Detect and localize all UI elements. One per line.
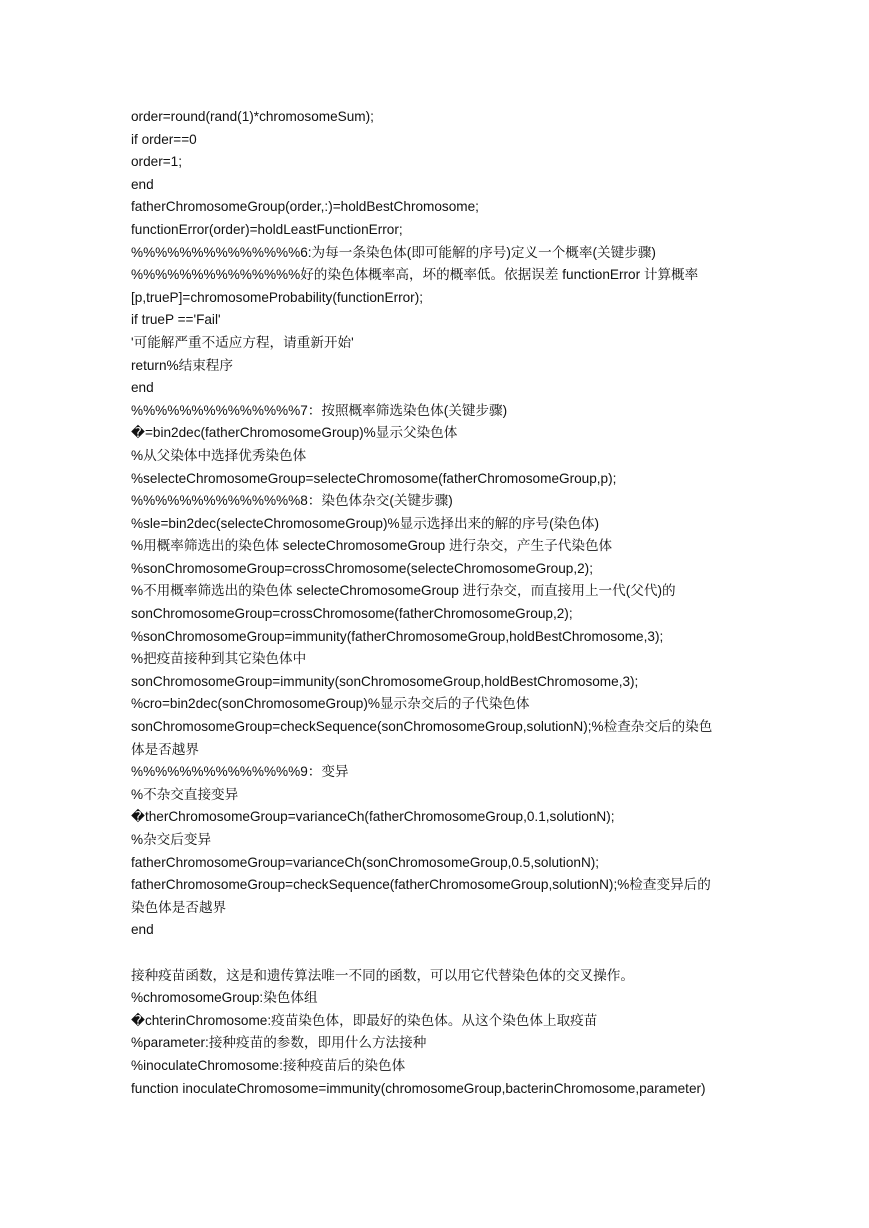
code-line: %parameter:接种疫苗的参数，即用什么方法接种 bbox=[131, 1035, 427, 1051]
code-line: %selecteChromosomeGroup=selecteChromosome(fatherChromosomeGroup,p); bbox=[131, 470, 617, 486]
code-line: sonChromosomeGroup=immunity(sonChromosomeGroup,holdBestChromosome,3); bbox=[131, 673, 639, 689]
code-line: %%%%%%%%%%%%%%好的染色体概率高，坏的概率低。依据误差 functionError 计算概率 bbox=[131, 267, 699, 283]
code-line: 体是否越界 bbox=[131, 741, 199, 757]
code-line: '可能解严重不适应方程，请重新开始' bbox=[131, 334, 354, 350]
description-line: 接种疫苗函数，这是和遗传算法唯一不同的函数，可以用它代替染色体的交叉操作。 bbox=[131, 967, 634, 983]
code-line: 染色体是否越界 bbox=[131, 899, 227, 915]
code-line: %%%%%%%%%%%%%%7：按照概率筛选染色体(关键步骤) bbox=[131, 402, 508, 418]
code-line: sonChromosomeGroup=checkSequence(sonChromosomeGroup,solutionN);%检查杂交后的染色 bbox=[131, 719, 713, 735]
code-line: %不杂交直接变异 bbox=[131, 786, 239, 802]
code-block-1 bbox=[131, 106, 743, 942]
code-line: �therChromosomeGroup=varianceCh(fatherChromosomeGroup,0.1,solutionN); bbox=[131, 809, 615, 825]
code-line: %%%%%%%%%%%%%%8：染色体杂交(关键步骤) bbox=[131, 493, 453, 509]
code-line: %杂交后变异 bbox=[131, 832, 212, 847]
code-line: fatherChromosomeGroup(order,:)=holdBestChromosome; bbox=[131, 199, 479, 215]
code-block-2 bbox=[131, 965, 743, 1101]
code-line: �=bin2dec(fatherChromosomeGroup)%显示父染色体 bbox=[131, 425, 458, 441]
code-line: %inoculateChromosome:接种疫苗后的染色体 bbox=[131, 1057, 406, 1073]
code-line: return%结束程序 bbox=[131, 357, 233, 373]
code-line: [p,trueP]=chromosomeProbability(functionError); bbox=[131, 289, 424, 305]
document-text bbox=[131, 106, 743, 1100]
code-line: %用概率筛选出的染色体 selecteChromosomeGroup 进行杂交，产生子代染色体 bbox=[131, 538, 613, 554]
code-line: %chromosomeGroup:染色体组 bbox=[131, 990, 318, 1006]
code-line: functionError(order)=holdLeastFunctionError; bbox=[131, 221, 403, 237]
paragraph-spacer bbox=[131, 942, 743, 965]
code-line: %把疫苗接种到其它染色体中 bbox=[131, 651, 307, 667]
code-line: if trueP =='Fail' bbox=[131, 312, 221, 328]
code-line: fatherChromosomeGroup=checkSequence(fatherChromosomeGroup,solutionN);%检查变异后的 bbox=[131, 877, 711, 893]
function-signature-line: function inoculateChromosome=immunity(chromosomeGroup,bacterinChromosome,parameter) bbox=[131, 1080, 706, 1096]
code-line: %sle=bin2dec(selecteChromosomeGroup)%显示选择出来的解的序号(染色体) bbox=[131, 515, 599, 531]
code-line: end bbox=[131, 380, 154, 396]
code-line: %sonChromosomeGroup=immunity(fatherChromosomeGroup,holdBestChromosome,3); bbox=[131, 628, 664, 644]
code-line: %%%%%%%%%%%%%%9：变异 bbox=[131, 764, 349, 780]
code-line: end bbox=[131, 176, 154, 192]
code-line: %从父染体中选择优秀染色体 bbox=[131, 447, 307, 463]
code-line: sonChromosomeGroup=crossChromosome(fatherChromosomeGroup,2); bbox=[131, 606, 573, 622]
code-line: if order==0 bbox=[131, 131, 197, 147]
code-line: %cro=bin2dec(sonChromosomeGroup)%显示杂交后的子代染色体 bbox=[131, 696, 530, 712]
code-line: end bbox=[131, 922, 154, 938]
code-line: order=round(rand(1)*chromosomeSum); bbox=[131, 109, 374, 124]
code-line: %%%%%%%%%%%%%%6:为每一条染色体(即可能解的序号)定义一个概率(关键步骤) bbox=[131, 244, 656, 260]
code-line: %sonChromosomeGroup=crossChromosome(selecteChromosomeGroup,2); bbox=[131, 560, 593, 576]
code-line: �chterinChromosome:疫苗染色体，即最好的染色体。从这个染色体上取疫苗 bbox=[131, 1012, 598, 1028]
code-line: fatherChromosomeGroup=varianceCh(sonChromosomeGroup,0.5,solutionN); bbox=[131, 854, 600, 870]
code-line: order=1; bbox=[131, 154, 183, 170]
code-line: %不用概率筛选出的染色体 selecteChromosomeGroup 进行杂交，而直接用上一代(父代)的 bbox=[131, 583, 676, 599]
